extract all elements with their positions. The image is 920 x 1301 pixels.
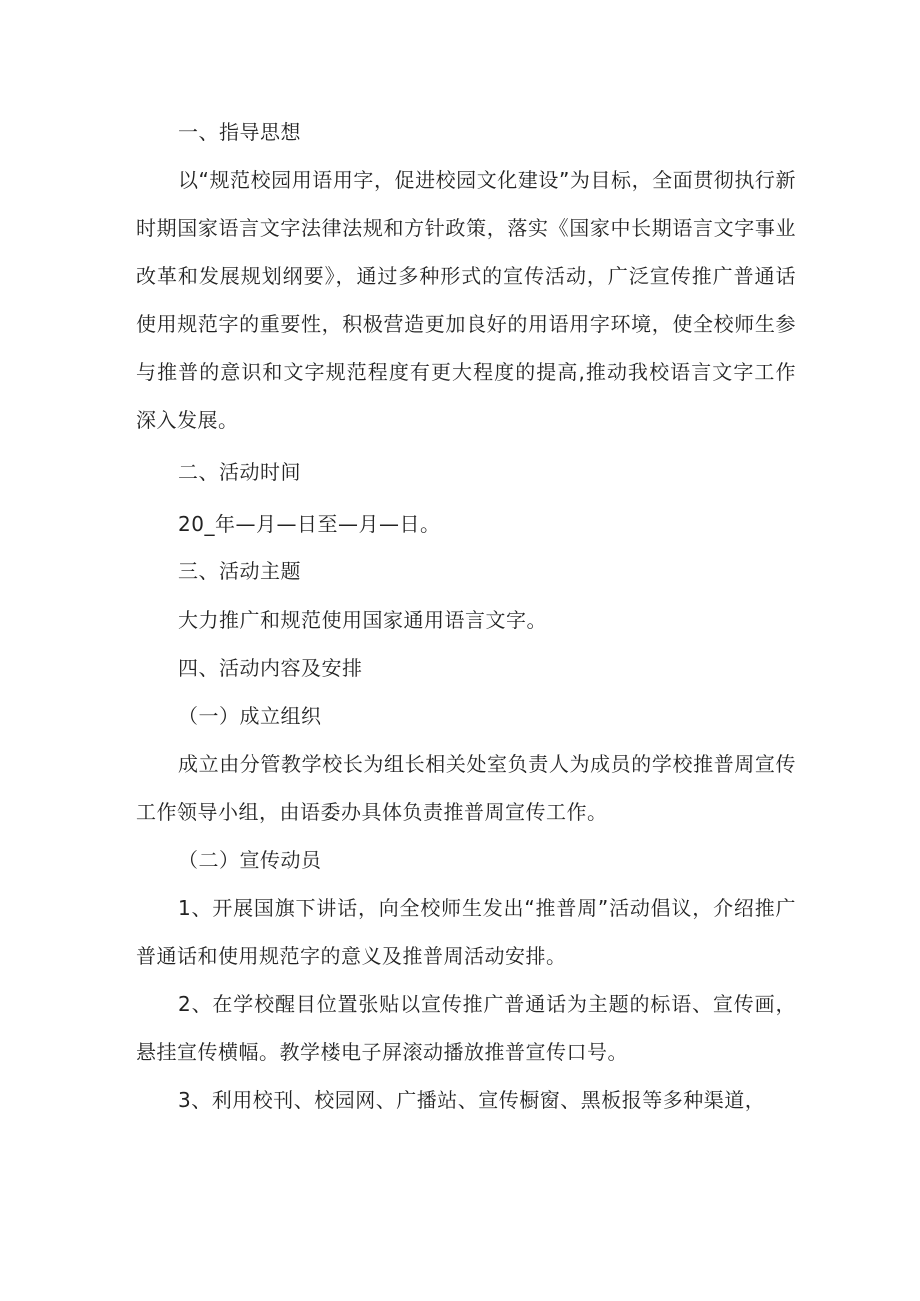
list-item-3: 3、利用校刊、校园网、广播站、宣传橱窗、黑板报等多种渠道， [178, 1088, 766, 1112]
paragraph-activity-theme: 大力推广和规范使用国家通用语言文字。 [178, 608, 547, 632]
paragraph-guiding-thought: 以“规范校园用语用字，促进校园文化建设”为目标，全面贯彻执行新时期国家语言文字法律法规和方针政策，落实《国家中长期语言文字事业改革和发展规划纲要》，通过多种形式的宣传活动，广泛宣传推广普通话使用规范字的重要性，积极营造更加良好的用语用字环境，使全校师生参与推普的意识和文字规范程度有更大程度的提高,推动我校语言文字工作深入发展。 [136, 168, 796, 432]
paragraph-establish-organization: 成立由分管教学校长为组长相关处室负责人为成员的学校推普周宣传工作领导小组，由语委办具体负责推普周宣传工作。 [136, 752, 796, 824]
subheading-publicity-mobilization: （二）宣传动员 [178, 848, 322, 872]
subheading-establish-organization: （一）成立组织 [178, 704, 322, 728]
list-item-1: 1、开展国旗下讲话，向全校师生发出“推普周”活动倡议，介绍推广普通话和使用规范字的意义及推普周活动安排。 [136, 896, 796, 968]
list-item-2: 2、在学校醒目位置张贴以宣传推广普通话为主题的标语、宣传画，悬挂宣传横幅。教学楼电子屏滚动播放推普宣传口号。 [136, 992, 796, 1064]
paragraph-activity-time: 20_年—月—日至—月—日。 [178, 512, 441, 536]
section-heading-activity-time: 二、活动时间 [178, 460, 301, 484]
section-heading-activity-content: 四、活动内容及安排 [178, 656, 363, 680]
section-heading-activity-theme: 三、活动主题 [178, 559, 301, 583]
section-heading-guiding-thought: 一、指导思想 [178, 120, 301, 144]
